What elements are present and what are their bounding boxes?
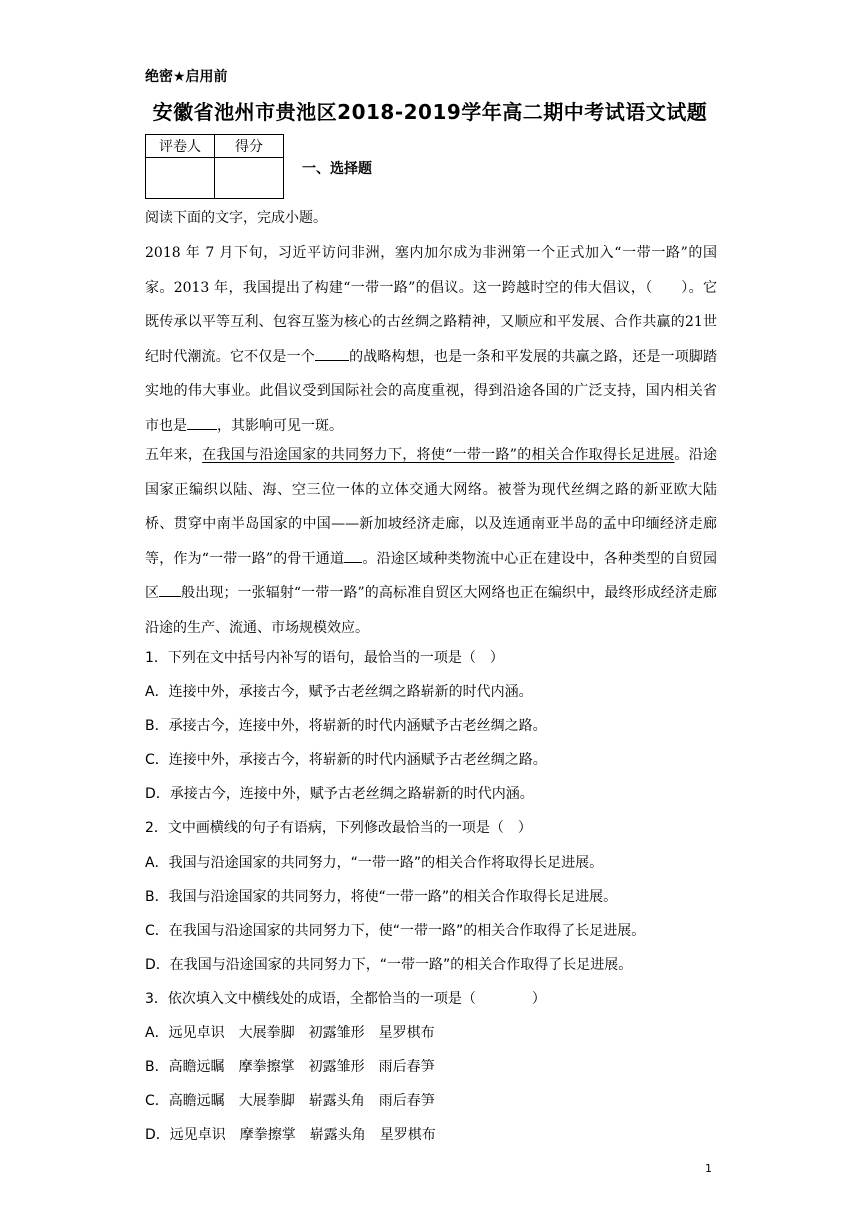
idiom: 雨后春笋 [378,1059,435,1076]
question-3-option-a [145,1016,717,1050]
p2-text-d: 般出现；一张辐射“一带一路”的高标准自贸区大网络也正在编织中，最终形成经济走廊沿途的生产、流通、市场规模效应。 [145,585,718,636]
score-table-grader-header: 评卷人 [146,135,215,158]
question-2-option-a: A．我国与沿途国家的共同努力，“一带一路”的相关合作将取得长足进展。 [145,854,604,871]
question-2-option-c: C．在我国与沿途国家的共同努力下，使“一带一路”的相关合作取得了长足进展。 [145,922,646,939]
question-1-stem: 1．下列在文中括号内补写的语句，最恰当的一项是（ ） [145,650,504,666]
question-3-option-b [145,1050,717,1084]
fill-blank-2 [187,415,217,430]
score-table-score-header: 得分 [215,135,284,158]
question-2-option-d: D．在我国与沿途国家的共同努力下，“一带一路”的相关合作取得了长足进展。 [145,956,633,973]
p2-text-c: 。沿途区域种类物流中心正在建设中，各种类型的自贸园区 [145,550,717,601]
idiom: 雨后春笋 [378,1093,435,1110]
question-3-option-c [145,1084,717,1118]
passage-paragraph-1 [145,236,717,443]
p1-text-b: 的战略构想，也是一条和平发展的共赢之路，还是一项脚踏实地的伟大事业。此倡议受到国际社会的高度重视，得到沿途各国的广泛支持，国内相关省市也是 [145,348,718,434]
option-letter: A． [145,1025,169,1042]
p2-text-b: 。沿途国家正编织以陆、海、空三位一体的立体交通大网络。被誉为现代丝绸之路的新亚欧大陆桥、贯穿中南半岛国家的中国——新加坡经济走廊，以及连通南亚半岛的孟中印缅经济走廊等，作为“一带一路”的骨干通道 [145,447,718,567]
score-table-score-cell [215,158,284,199]
idiom: 崭露头角 [309,1127,366,1144]
question-3-stem: 3．依次填入文中横线处的成语，全都恰当的一项是（ ） [145,990,546,1007]
fill-blank-4 [159,582,181,597]
idiom: 摩拳擦掌 [239,1127,296,1144]
section-heading: 一、选择题 [302,161,372,177]
p2-text-a: 五年来， [145,447,203,463]
page-number: 1 [705,1162,712,1175]
secret-label: 绝密★启用前 [145,69,228,85]
fill-blank-3 [344,548,362,563]
idiom: 初露雏形 [308,1059,365,1076]
question-1-option-d: D．承接古今，连接中外，赋予古老丝绸之路崭新的时代内涵。 [145,786,534,803]
question-list [145,641,717,1152]
option-letter: D． [145,1127,170,1144]
idiom: 高瞻远瞩 [168,1093,225,1110]
question-1-option-c: C．连接中外，承接古今，将崭新的时代内涵赋予古老丝绸之路。 [145,752,547,769]
p1-text-a: 2018 年 7 月下旬，习近平访问非洲，塞内加尔成为非洲第一个正式加入“一带一路”的国家。2013 年，我国提出了构建“一带一路”的倡议。这一跨越时空的伟大倡议，（ ）。它既传承以平等互利、包容互鉴为核心的古丝绸之路精神，又顺应和平发展、合作共赢的21世纪时代潮流。它不仅是一个 [145,245,717,365]
underlined-sentence: 在我国与沿途国家的共同努力下，将使“一带一路”的相关合作取得长足进展 [202,447,675,463]
option-letter: B． [145,1059,169,1076]
question-3-option-d [145,1118,717,1152]
idiom: 摩拳擦掌 [238,1059,295,1076]
idiom: 大展拳脚 [238,1093,295,1110]
idiom: 远见卓识 [168,1025,225,1042]
option-letter: C． [145,1093,169,1110]
question-1-option-a: A．连接中外，承接古今，赋予古老丝绸之路崭新的时代内涵。 [145,684,533,701]
question-2-option-b: B．我国与沿途国家的共同努力，将使“一带一路”的相关合作取得长足进展。 [145,888,618,905]
fill-blank-1 [315,346,349,361]
p1-text-c: ，其影响可见一斑。 [217,417,343,434]
idiom: 大展拳脚 [238,1025,295,1042]
idiom: 高瞻远瞩 [168,1059,225,1076]
score-table-grader-cell [146,158,215,199]
score-table [145,134,284,199]
page-title: 安徽省池州市贵池区2018-2019学年高二期中考试语文试题 [152,100,708,124]
passage-paragraph-2 [145,438,717,645]
passage-intro: 阅读下面的文字，完成小题。 [145,210,327,226]
idiom: 远见卓识 [169,1127,226,1144]
idiom: 崭露头角 [308,1093,365,1110]
idiom: 星罗棋布 [379,1127,436,1144]
idiom: 初露雏形 [308,1025,365,1042]
idiom: 星罗棋布 [378,1025,435,1042]
question-1-option-b: B．承接古今，连接中外，将崭新的时代内涵赋予古老丝绸之路。 [145,718,547,735]
question-2-stem: 2．文中画横线的句子有语病，下列修改最恰当的一项是（ ） [145,820,532,837]
